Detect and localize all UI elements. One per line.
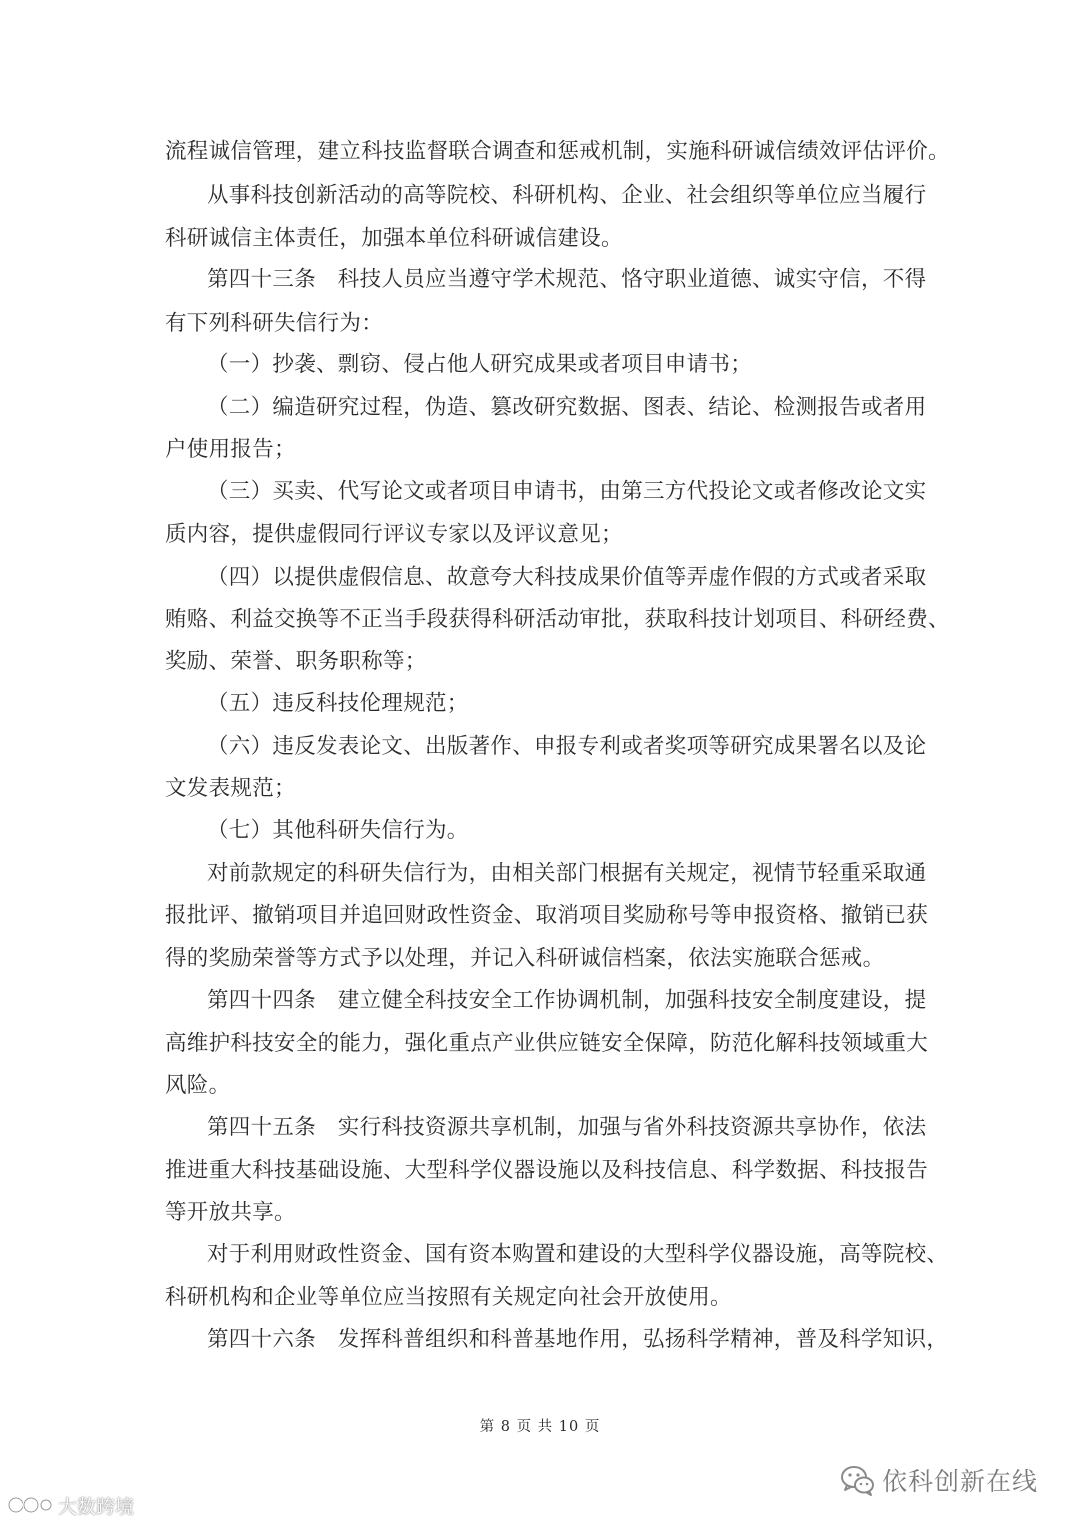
list-item: （七）其他科研失信行为。	[207, 818, 469, 843]
article-heading-43: 第四十三条 科技人员应当遵守学术规范、恪守职业道德、诚实守信，不得	[207, 267, 927, 292]
watermark-right	[838, 1458, 1038, 1502]
article-heading-44: 第四十四条 建立健全科技安全工作协调机制，加强科技安全制度建设，提	[207, 988, 927, 1013]
list-item: （二）编造研究过程，伪造、篡改研究数据、图表、结论、检测报告或者用	[207, 395, 927, 420]
text-line: 文发表规范；	[165, 776, 296, 801]
article-heading-46: 第四十六条 发挥科普组织和科普基地作用，弘扬科学精神，普及科学知识，	[207, 1327, 949, 1352]
text-line: 户使用报告；	[165, 437, 296, 462]
text-line: 得的奖励荣誉等方式予以处理，并记入科研诚信档案，依法实施联合惩戒。	[165, 946, 885, 971]
wechat-icon	[838, 1460, 878, 1500]
text-line: 贿赂、利益交换等不正当手段获得科研活动审批，获取科技计划项目、科研经费、	[165, 607, 950, 632]
text-line: 有下列科研失信行为：	[165, 311, 384, 336]
list-item: （一）抄袭、剽窃、侵占他人研究成果或者项目申请书；	[207, 352, 753, 377]
text-line: 流程诚信管理，建立科技监督联合调查和惩戒机制，实施科研诚信绩效评估评价。	[165, 139, 950, 164]
text-line: 高维护科技安全的能力，强化重点产业供应链安全保障，防范化解科技领域重大	[165, 1031, 929, 1056]
list-item: （三）买卖、代写论文或者项目申请书，由第三方代投论文或者修改论文实	[207, 479, 927, 504]
text-line: 等开放共享。	[165, 1200, 296, 1225]
brand-logo-icon	[6, 1492, 54, 1518]
page-number: 第 8 页 共 10 页	[479, 1419, 601, 1435]
text-line: 对前款规定的科研失信行为，由相关部门根据有关规定，视情节轻重采取通	[207, 861, 927, 886]
text-line: 推进重大科技基础设施、大型科学仪器设施以及科技信息、科学数据、科技报告	[165, 1158, 929, 1183]
text-line: 科研诚信主体责任，加强本单位科研诚信建设。	[165, 226, 623, 251]
watermark-left-text: 大数跨境	[58, 1495, 135, 1518]
article-heading-45: 第四十五条 实行科技资源共享机制，加强与省外科技资源共享协作，依法	[207, 1115, 927, 1140]
text-line: 风险。	[165, 1073, 231, 1098]
text-line: 报批评、撤销项目并追回财政性资金、取消项目奖励称号等申报资格、撤销已获	[165, 903, 929, 928]
watermark-left	[6, 1488, 134, 1522]
text-line: 对于利用财政性资金、国有资本购置和建设的大型科学仪器设施，高等院校、	[207, 1242, 949, 1267]
text-line: 质内容，提供虚假同行评议专家以及评议意见；	[165, 522, 623, 547]
list-item: （四）以提供虚假信息、故意夸大科技成果价值等弄虚作假的方式或者采取	[207, 565, 927, 590]
list-item: （六）违反发表论文、出版著作、申报专利或者奖项等研究成果署名以及论	[207, 734, 927, 759]
text-line: 奖励、荣誉、职务职称等；	[165, 649, 427, 674]
text-line: 从事科技创新活动的高等院校、科研机构、企业、社会组织等单位应当履行	[207, 183, 927, 208]
watermark-right-text: 依科创新在线	[882, 1467, 1039, 1496]
text-line: 科研机构和企业等单位应当按照有关规定向社会开放使用。	[165, 1285, 732, 1310]
list-item: （五）违反科技伦理规范；	[207, 691, 469, 716]
